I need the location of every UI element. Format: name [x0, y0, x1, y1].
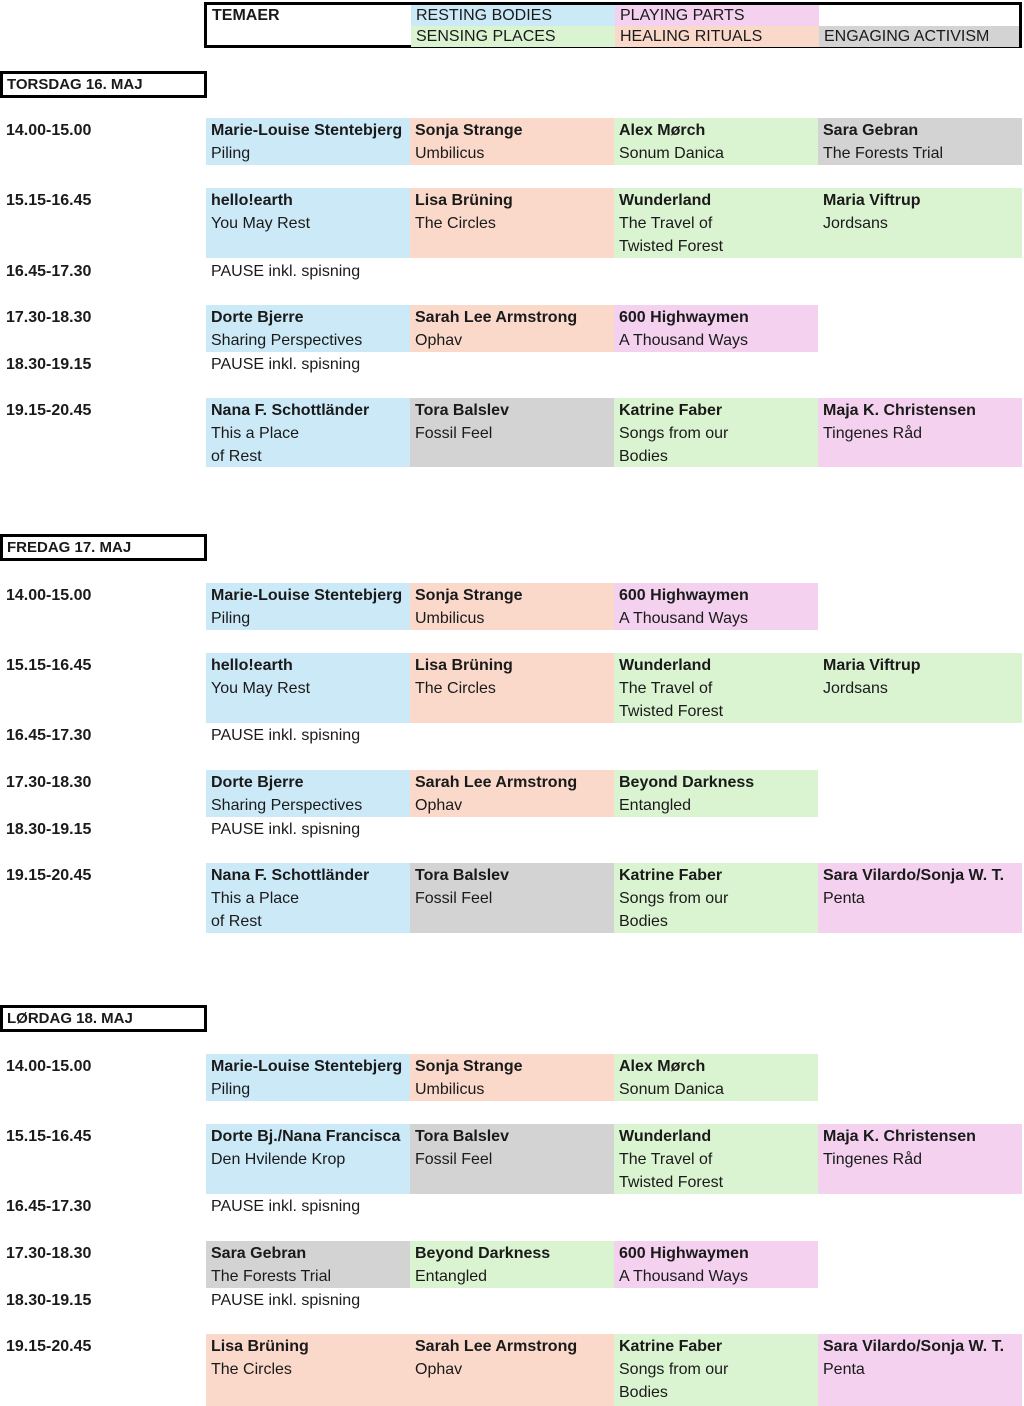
session-work: Sharing Perspectives — [211, 332, 363, 349]
session-work: Fossil Feel — [415, 890, 493, 907]
legend-engaging-activism: ENGAGING ACTIVISM — [819, 26, 1019, 47]
time-slot: 18.30-19.15 — [6, 1292, 92, 1309]
session-artist: Marie-Louise Stentebjerg — [211, 587, 403, 604]
session-cell — [206, 863, 410, 933]
session-cell — [818, 863, 1022, 933]
time-slot: 17.30-18.30 — [6, 309, 92, 326]
session-artist: Sarah Lee Armstrong — [415, 774, 578, 791]
session-artist: Marie-Louise Stentebjerg — [211, 122, 403, 139]
session-work: This a Place of Rest — [211, 890, 300, 930]
time-slot: 16.45-17.30 — [6, 263, 92, 280]
session-cell — [614, 863, 818, 933]
time-slot: 18.30-19.15 — [6, 356, 92, 373]
session-artist: Lisa Brüning — [415, 657, 513, 674]
session-artist: Sonja Strange — [415, 122, 523, 139]
session-work: Tingenes Råd — [823, 425, 923, 442]
session-artist: Wunderland — [619, 657, 712, 674]
session-artist: 600 Highwaymen — [619, 587, 749, 604]
session-artist: Dorte Bj./Nana Francisca — [211, 1128, 401, 1145]
time-slot: 17.30-18.30 — [6, 774, 92, 791]
day-label: TORSDAG 16. MAJ — [0, 71, 207, 98]
time-slot: 18.30-19.15 — [6, 821, 92, 838]
session-artist: Sarah Lee Armstrong — [415, 1338, 578, 1355]
session-cell — [206, 398, 410, 467]
session-work: This a Place of Rest — [211, 425, 300, 465]
time-slot: 16.45-17.30 — [6, 727, 92, 744]
session-artist: 600 Highwaymen — [619, 309, 749, 326]
time-slot: 15.15-16.45 — [6, 657, 92, 674]
session-cell — [614, 1241, 818, 1288]
pause-label: PAUSE inkl. spisning — [211, 356, 361, 373]
pause-label: PAUSE inkl. spisning — [211, 1292, 361, 1309]
session-cell — [614, 1334, 818, 1406]
time-slot: 19.15-20.45 — [6, 402, 92, 419]
day-label: LØRDAG 18. MAJ — [0, 1005, 207, 1032]
session-artist: Sonja Strange — [415, 587, 523, 604]
pause-label: PAUSE inkl. spisning — [211, 1198, 361, 1215]
session-work: A Thousand Ways — [619, 332, 748, 349]
session-work: Fossil Feel — [415, 425, 493, 442]
session-cell — [410, 583, 614, 630]
time-slot: 16.45-17.30 — [6, 1198, 92, 1215]
session-artist: Nana F. Schottländer — [211, 867, 370, 884]
session-work: The Travel of Twisted Forest — [619, 680, 724, 720]
session-artist: Sonja Strange — [415, 1058, 523, 1075]
time-slot: 14.00-15.00 — [6, 122, 92, 139]
session-cell — [614, 653, 818, 723]
session-cell — [818, 1334, 1022, 1406]
session-artist: Dorte Bjerre — [211, 774, 304, 791]
session-cell — [410, 770, 614, 817]
session-work: Umbilicus — [415, 610, 485, 627]
session-artist: Katrine Faber — [619, 402, 723, 419]
time-slot: 14.00-15.00 — [6, 1058, 92, 1075]
session-artist: Lisa Brüning — [415, 192, 513, 209]
session-work: Entangled — [415, 1268, 488, 1285]
session-work: Songs from our Bodies — [619, 425, 729, 465]
session-artist: Nana F. Schottländer — [211, 402, 370, 419]
pause-label: PAUSE inkl. spisning — [211, 263, 361, 280]
session-artist: hello!earth — [211, 192, 293, 209]
legend-resting-bodies: RESTING BODIES — [411, 5, 615, 26]
session-cell — [410, 1054, 614, 1101]
session-cell — [614, 1054, 818, 1101]
session-artist: Alex Mørch — [619, 1058, 706, 1075]
time-slot: 15.15-16.45 — [6, 1128, 92, 1145]
session-cell — [410, 305, 614, 352]
session-cell — [206, 118, 410, 165]
session-cell — [818, 188, 1022, 258]
theme-legend — [204, 2, 1022, 48]
session-work: You May Rest — [211, 680, 311, 697]
session-cell — [206, 653, 410, 723]
session-work: Den Hvilende Krop — [211, 1151, 346, 1168]
session-artist: Lisa Brüning — [211, 1338, 309, 1355]
legend-healing-rituals: HEALING RITUALS — [615, 26, 819, 47]
session-cell — [410, 1334, 614, 1406]
session-cell — [410, 863, 614, 933]
session-cell — [410, 653, 614, 723]
session-work: Entangled — [619, 797, 692, 814]
session-work: Songs from our Bodies — [619, 890, 729, 930]
session-work: Fossil Feel — [415, 1151, 493, 1168]
session-cell — [410, 1241, 614, 1288]
session-cell — [818, 653, 1022, 723]
session-artist: Katrine Faber — [619, 1338, 723, 1355]
time-slot: 19.15-20.45 — [6, 1338, 92, 1355]
day-label: FREDAG 17. MAJ — [0, 534, 207, 561]
session-artist: Beyond Darkness — [619, 774, 755, 791]
session-work: Sonum Danica — [619, 1081, 724, 1098]
session-cell — [818, 1124, 1022, 1194]
session-work: The Forests Trial — [823, 145, 944, 162]
session-cell — [818, 398, 1022, 467]
session-work: Ophav — [415, 1361, 463, 1378]
session-work: The Circles — [211, 1361, 292, 1378]
session-work: Penta — [823, 890, 865, 907]
session-cell — [206, 305, 410, 352]
session-work: Sonum Danica — [619, 145, 724, 162]
session-work: Ophav — [415, 332, 463, 349]
session-artist: Wunderland — [619, 1128, 712, 1145]
session-artist: Tora Balslev — [415, 1128, 509, 1145]
session-work: Piling — [211, 610, 251, 627]
session-cell — [614, 770, 818, 817]
session-work: A Thousand Ways — [619, 610, 748, 627]
session-work: The Travel of Twisted Forest — [619, 215, 724, 255]
session-work: The Forests Trial — [211, 1268, 332, 1285]
session-artist: Sara Gebran — [211, 1245, 307, 1262]
session-cell — [614, 118, 818, 165]
legend-playing-parts: PLAYING PARTS — [615, 5, 819, 26]
session-work: The Circles — [415, 680, 496, 697]
session-cell — [410, 118, 614, 165]
legend-sensing-places: SENSING PLACES — [411, 26, 615, 47]
session-artist: Sara Vilardo/Sonja W. T. — [823, 1338, 1005, 1355]
session-cell — [206, 188, 410, 258]
session-work: Ophav — [415, 797, 463, 814]
session-cell — [614, 1124, 818, 1194]
session-artist: Maria Viftrup — [823, 657, 921, 674]
session-cell — [206, 1241, 410, 1288]
time-slot: 17.30-18.30 — [6, 1245, 92, 1262]
session-artist: hello!earth — [211, 657, 293, 674]
pause-label: PAUSE inkl. spisning — [211, 727, 361, 744]
session-cell — [614, 398, 818, 467]
time-slot: 19.15-20.45 — [6, 867, 92, 884]
session-cell — [410, 188, 614, 258]
session-artist: 600 Highwaymen — [619, 1245, 749, 1262]
session-cell — [206, 1124, 410, 1194]
session-artist: Alex Mørch — [619, 122, 706, 139]
legend-title: TEMAER — [212, 7, 280, 24]
session-artist: Marie-Louise Stentebjerg — [211, 1058, 403, 1075]
session-cell — [206, 770, 410, 817]
session-artist: Sara Gebran — [823, 122, 919, 139]
session-artist: Beyond Darkness — [415, 1245, 551, 1262]
session-artist: Maja K. Christensen — [823, 402, 976, 419]
session-work: Piling — [211, 145, 251, 162]
session-cell — [614, 305, 818, 352]
session-work: Umbilicus — [415, 145, 485, 162]
session-artist: Dorte Bjerre — [211, 309, 304, 326]
session-cell — [206, 1334, 410, 1406]
session-work: Umbilicus — [415, 1081, 485, 1098]
pause-label: PAUSE inkl. spisning — [211, 821, 361, 838]
session-artist: Wunderland — [619, 192, 712, 209]
session-cell — [614, 188, 818, 258]
session-cell — [614, 583, 818, 630]
session-work: Piling — [211, 1081, 251, 1098]
session-artist: Sara Vilardo/Sonja W. T. — [823, 867, 1005, 884]
session-cell — [410, 398, 614, 467]
session-cell — [206, 583, 410, 630]
session-work: The Travel of Twisted Forest — [619, 1151, 724, 1191]
session-work: Jordsans — [823, 215, 888, 232]
session-cell — [410, 1124, 614, 1194]
time-slot: 14.00-15.00 — [6, 587, 92, 604]
session-artist: Katrine Faber — [619, 867, 723, 884]
time-slot: 15.15-16.45 — [6, 192, 92, 209]
session-artist: Maja K. Christensen — [823, 1128, 976, 1145]
session-work: A Thousand Ways — [619, 1268, 748, 1285]
session-artist: Tora Balslev — [415, 867, 509, 884]
session-work: Sharing Perspectives — [211, 797, 363, 814]
session-artist: Maria Viftrup — [823, 192, 921, 209]
session-work: The Circles — [415, 215, 496, 232]
session-work: Penta — [823, 1361, 865, 1378]
session-work: Jordsans — [823, 680, 888, 697]
session-cell — [818, 118, 1022, 165]
session-work: Songs from our Bodies — [619, 1361, 729, 1401]
session-work: You May Rest — [211, 215, 311, 232]
session-artist: Sarah Lee Armstrong — [415, 309, 578, 326]
session-cell — [206, 1054, 410, 1101]
session-artist: Tora Balslev — [415, 402, 509, 419]
session-work: Tingenes Råd — [823, 1151, 923, 1168]
